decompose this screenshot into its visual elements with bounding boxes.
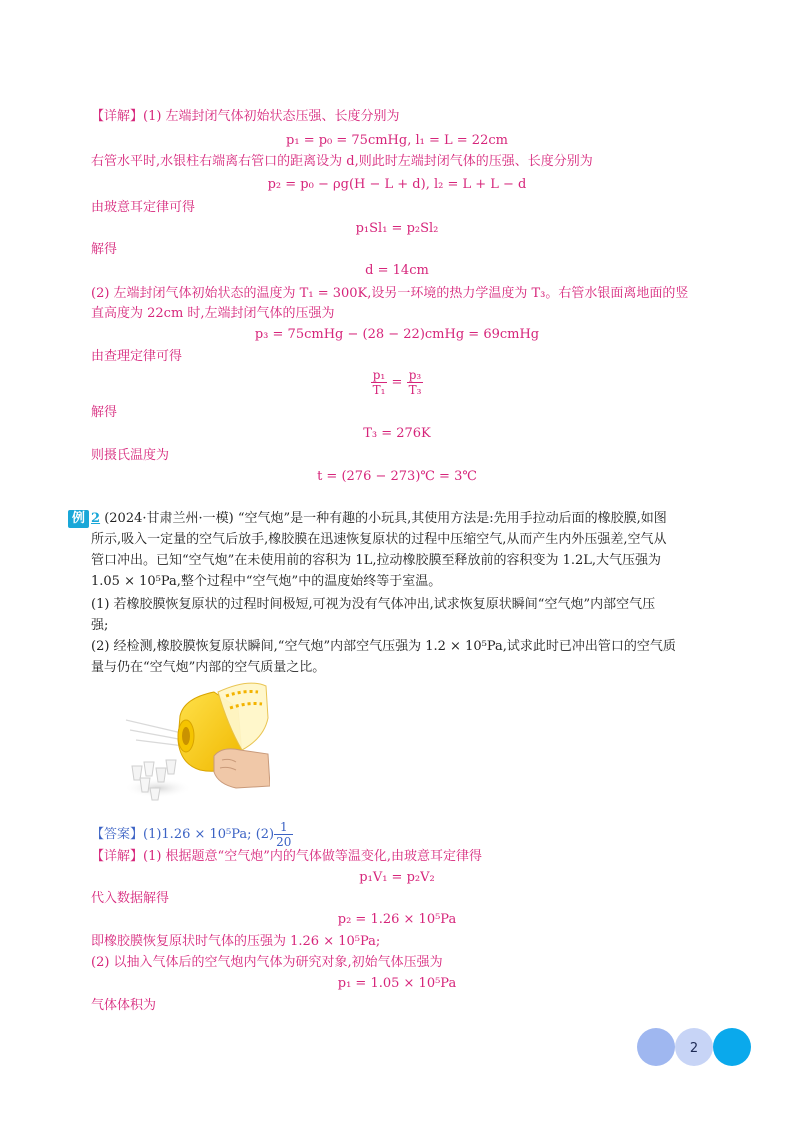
detail2-line-1: 【详解】(1) 根据题意“空气炮”内的气体做等温变化,由玻意耳定律得: [91, 849, 482, 864]
detail-line-7: 解得: [91, 242, 118, 257]
example-badge: 例: [68, 510, 89, 528]
answer-line: 【答案】(1)1.26 × 10⁵Pa; (2) $\frac{1}{20}$: [91, 820, 292, 849]
answer-fraction: $\frac{1}{20}$: [276, 820, 292, 849]
detail-line-9: (2) 左端封闭气体初始状态的温度为 T₁ = 300K,设另一环境的热力学温度为 T₃。右管水银面离地面的竖: [91, 286, 689, 301]
detail-line-16: 则摄氏温度为: [91, 448, 170, 463]
equation-boyle: p₁Sl₁ = p₂Sl₂: [355, 221, 439, 236]
detail-line-14: 解得: [91, 405, 118, 420]
detail2-line-8: 气体体积为: [91, 998, 157, 1013]
detail-line-12: 由查理定律可得: [91, 349, 183, 364]
detail-line-10: 直高度为 22cm 时,左端封闭气体的压强为: [91, 306, 335, 321]
example-2-line-6: 强;: [91, 618, 109, 633]
hand: [214, 749, 270, 788]
equation-p2-l2: p₂ = p₀ − ρg(H − L + d), l₂ = L + L − d: [267, 177, 527, 192]
fraction-p3-t3: $\frac{\text{p₃}}{\text{T₃}}$: [408, 368, 422, 397]
equation-charles: $\frac{\text{p₁}}{\text{T₁}}$ = $\frac{\text{p₃}}{\text{T₃}}$: [372, 368, 422, 397]
air-cannon-illustration: [118, 678, 270, 814]
air-streaks: [126, 720, 186, 746]
page-number: 2: [689, 1041, 699, 1056]
example-number: 2: [91, 511, 101, 526]
equation-d: d = 14cm: [365, 263, 429, 278]
detail-line-5: 由玻意耳定律可得: [91, 200, 196, 215]
equation-boyle-2: p₁V₁ = p₂V₂: [359, 870, 435, 885]
equation-p3: p₃ = 75cmHg − (28 − 22)cmHg = 69cmHg: [254, 327, 540, 342]
detail-line-1: 【详解】(1) 左端封闭气体初始状态压强、长度分别为: [91, 109, 400, 124]
equation-t3: T₃ = 276K: [363, 426, 431, 441]
paper-cups: [124, 760, 192, 800]
equation-p1-l1: p₁ = p₀ = 75cmHg, l₁ = L = 22cm: [286, 133, 508, 148]
detail2-line-3: 代入数据解得: [91, 891, 170, 906]
fraction-p1-t1: $\frac{\text{p₁}}{\text{T₁}}$: [372, 368, 386, 397]
detail2-line-6: (2) 以抽入气体后的空气炮内气体为研究对象,初始气体压强为: [91, 955, 443, 970]
equation-p1-value: p₁ = 1.05 × 10⁵Pa: [337, 976, 457, 991]
example-2-line-2: 所示,吸入一定量的空气后放手,橡胶膜在迅速恢复原状的过程中压缩空气,从而产生内外压强差,空气从: [91, 532, 667, 547]
equation-celsius: t = (276 − 273)℃ = 3℃: [317, 469, 477, 484]
example-2-line-8: 量与仍在“空气炮”内部的空气质量之比。: [91, 660, 326, 675]
page-number-badge: [636, 1027, 752, 1067]
detail-line-3: 右管水平时,水银柱右端离右管口的距离设为 d,则此时左端封闭气体的压强、长度分别为: [91, 154, 593, 169]
example-2-line-3: 管口冲出。已知“空气炮”在未使用前的容积为 1L,拉动橡胶膜至释放前的容积变为 1.2L,大气压强为: [91, 553, 662, 568]
example-2-line-4: 1.05 × 10⁵Pa,整个过程中“空气炮”中的温度始终等于室温。: [91, 574, 442, 589]
example-2-line-5: (1) 若橡胶膜恢复原状的过程时间极短,可视为没有气体冲出,试求恢复原状瞬间“空气炮”内部空气压: [91, 597, 656, 612]
detail2-line-5: 即橡胶膜恢复原状时气体的压强为 1.26 × 10⁵Pa;: [91, 934, 381, 949]
equation-p2-value: p₂ = 1.26 × 10⁵Pa: [337, 912, 457, 927]
example-2-line-7: (2) 经检测,橡胶膜恢复原状瞬间,“空气炮”内部空气压强为 1.2 × 10⁵Pa,试求此时已冲出管口的空气质: [91, 639, 676, 654]
example-2-line-1: 例 2 (2024·甘肃兰州·一模) “空气炮”是一种有趣的小玩具,其使用方法是:先用手拉动后面的橡胶膜,如图: [68, 510, 667, 528]
